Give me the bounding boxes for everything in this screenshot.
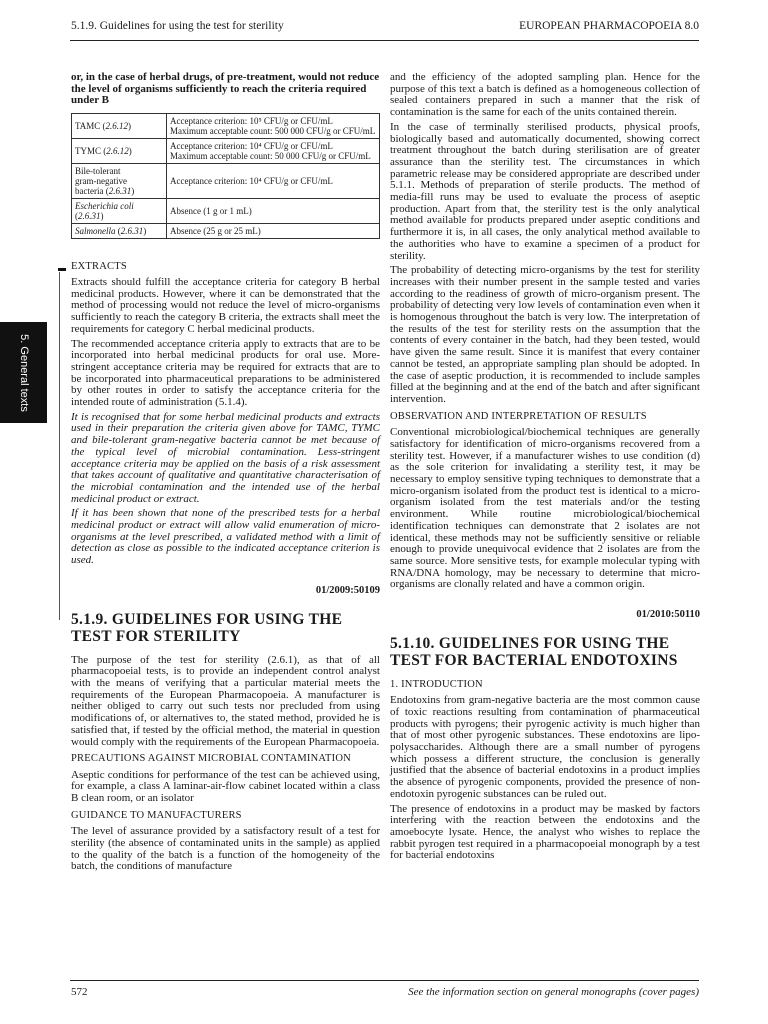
table-cell-criteria: Absence (1 g or 1 mL) — [167, 198, 380, 223]
page-number: 572 — [71, 986, 88, 998]
header-rule — [70, 40, 699, 41]
body-paragraph: Conventional microbiological/biochemical techniques are generally satisfactory for identification of micro-organisms recovered from a sterility test. However, if a manufacturer wishes to use condition (d) as the sole criterion for invalidating a sterility test, it may be necessary to employ sensitive typing techniques to demonstrate that a micro-organism isolated from the product test is identical to a micro-organism isolated from the test materials and/or the testing environment. While routine microbiological/biochemical identification techniques can demonstrate that 2 isolates are not identical, these methods may not be sufficiently sensitive or reliable enough to provide unequivocal evidence that 2 isolates are from the same source. More sensitive tests, for example molecular typing with RNA/DNA homology, may be necessary to determine that micro-organisms are clonally related and have a common origin. — [390, 426, 700, 591]
body-paragraph: The presence of endotoxins in a product may be masked by factors interfering with the reaction between the endotoxins and the amoebocyte lysate. Hence, the analyst who wishes to replace the rabbit pyrogen test required in a pharmacopoeial monograph by a test for bacterial endotoxins — [390, 802, 700, 862]
table-cell-criteria: Acceptance criterion: 10⁴ CFU/g or CFU/mL — [167, 163, 380, 198]
guidance-heading: GUIDANCE TO MANUFACTURERS — [71, 809, 242, 821]
table-row — [72, 223, 380, 238]
margin-marker — [58, 268, 66, 271]
table-cell-name: Bile-tolerant gram-negative bacteria (2.6.31) — [72, 163, 167, 198]
precautions-heading: PRECAUTIONS AGAINST MICROBIAL CONTAMINATION — [71, 753, 351, 765]
margin-change-line — [59, 272, 60, 620]
introduction-heading: 1. INTRODUCTION — [390, 678, 483, 690]
section-title: 5.1.9. GUIDELINES FOR USING THE TEST FOR STERILITY — [71, 610, 343, 645]
table-row — [72, 138, 380, 163]
body-paragraph: and the efficiency of the adopted sampling plan. Hence for the purpose of this text a batch is defined as a homogeneous collection of sealed containers prepared in such a manner that the risk of contamination is the same for each of the units contained therein. — [390, 71, 700, 119]
document-id: 01/2010:50110 — [636, 609, 700, 621]
body-paragraph: Endotoxins from gram-negative bacteria are the most common cause of toxic reactions resulting from contamination of pharmaceutical products with pyrogens; their pyrogenic activity is much higher than that of most other pyrogenic substances. These endotoxins are lipo-polysaccharides. Although there are a small number of pyrogens which possess a different structure, the conclusion is generally justified that the absence of bacterial endotoxins in a product implies the absence of pyrogenic components, provided the presence of non-endotoxin pyrogenic substances can be ruled out. — [390, 694, 700, 800]
extracts-paragraph: Extracts should fulfill the acceptance criteria for category B herbal medicinal products. However, where it can be demonstrated that the method of processing would not reduce the level of micro-organisms sufficiently to reach the category B criteria, the extracts shall meet the requirements for category C herbal medicinal products. — [71, 276, 380, 335]
section-title: 5.1.10. GUIDELINES FOR USING THE TEST FOR BACTERIAL ENDOTOXINS — [390, 634, 678, 669]
note-paragraph: If it has been shown that none of the prescribed tests for a herbal medicinal product or extract will allow valid enumeration of micro-organisms at the level prescribed, a validated method with a limit of detection as close as possible to the indicated acceptance criterion is used. — [71, 507, 380, 567]
left-column — [71, 72, 380, 876]
table-row — [72, 198, 380, 223]
table-row — [72, 163, 380, 198]
note-paragraph: It is recognised that for some herbal medicinal products and extracts used in their preparation the criteria given above for TAMC, TYMC and bile-tolerant gram-negative bacteria cannot be met because of the typical level of microbial contamination. Less-stringent acceptance criteria may be applied on the basis of a risk assessment that takes account of qualitative and quantitative characterisation of the microbial contamination and the intended use of the herbal medicinal product or extract. — [71, 410, 380, 505]
table-cell-name: Salmonella (2.6.31) — [72, 223, 167, 238]
observation-heading: OBSERVATION AND INTERPRETATION OF RESULTS — [390, 410, 647, 422]
footer-note: See the information section on general monographs (cover pages) — [408, 986, 699, 998]
table-row — [72, 113, 380, 138]
extracts-paragraph: The recommended acceptance criteria apply to extracts that are to be incorporated into herbal medicinal products for oral use. More-stringent acceptance criteria may be required for extracts that are to be incorporated into pharmaceutical preparations to be administered by other routes in order to satisfy the acceptance criteria for the intended route of administration (5.1.4). — [71, 337, 380, 409]
running-header-publication: EUROPEAN PHARMACOPOEIA 8.0 — [519, 20, 699, 32]
body-paragraph: In the case of terminally sterilised products, physical proofs, biologically based and automatically documented, showing correct treatment throughout the batch during sterilisation are of greater assurance than the sterility test. The circumstances in which parametric release may be considered appropriate are described under 5.1.1. Methods of preparation of sterile products. The method of media-fill runs may be used to evaluate the process of aseptic production. Apart from that, the sterility test is the only analytical method available for products prepared under aseptic conditions and furthermore it is, in all cases, the only analytical method available to the authorities who have to examine a specimen of a product for sterility. — [390, 120, 700, 262]
running-header-title: 5.1.9. Guidelines for using the test for sterility — [71, 20, 284, 32]
table-cell-criteria: Acceptance criterion: 10⁵ CFU/g or CFU/mL Maximum acceptable count: 500 000 CFU/g or CFU/mL — [167, 113, 380, 138]
extracts-heading: EXTRACTS — [71, 260, 127, 272]
table-cell-criteria: Acceptance criterion: 10⁴ CFU/g or CFU/mL Maximum acceptable count: 50 000 CFU/g or CFU/mL — [167, 138, 380, 163]
body-paragraph: The probability of detecting micro-organisms by the test for sterility increases with their number present in the sample tested and varies according to the readiness of growth of micro-organism present. The probability of detecting very low levels of contamination even when it is homogenous throughout the batch is very low. The interpretation of the results of the test for sterility rests on the assumption that the contents of every container in the batch, had they been tested, would have given the same result. Since it is manifest that every container cannot be tested, an appropriate sampling plan should be adopted. In the case of aseptic production, it is recommended to include samples filled at the beginning and at the end of the batch and after significant intervention. — [390, 264, 700, 405]
side-tab — [0, 322, 47, 423]
sterility-paragraph: The purpose of the test for sterility (2.6.1), as that of all pharmacopoeial tests, is to provide an independent control analyst with the means of verifying that a particular material meets the requirements of the European Pharmacopoeia. A manufacturer is neither obliged to carry out such tests nor precluded from using modifications of, or alternatives to, the stated method, provided he is satisfied that, if tested by the official method, the material in question would comply with the requirements of the European Pharmacopoeia. — [71, 653, 380, 748]
table-cell-name: Escherichia coli (2.6.31) — [72, 198, 167, 223]
criteria-table — [71, 113, 380, 239]
precautions-paragraph: Aseptic conditions for performance of the test can be achieved using, for example, a class A laminar-air-flow cabinet located within a class B clean room, or an isolator — [71, 768, 380, 805]
table-cell-criteria: Absence (25 g or 25 mL) — [167, 223, 380, 238]
footer-rule — [70, 980, 699, 981]
guidance-paragraph: The level of assurance provided by a satisfactory result of a test for sterility (the absence of contaminated units in the sample) as applied to the quality of the batch is a function of the homogeneity of the batch, the conditions of manufacture — [71, 825, 380, 873]
criteria-lead: or, in the case of herbal drugs, of pre-treatment, would not reduce the level of organisms sufficiently to reach the criteria required under B — [71, 71, 380, 106]
document-id: 01/2009:50109 — [315, 584, 380, 596]
side-tab-label: 5. General texts — [17, 333, 30, 412]
right-column — [390, 72, 700, 865]
table-cell-name: TAMC (2.6.12) — [72, 113, 167, 138]
table-cell-name: TYMC (2.6.12) — [72, 138, 167, 163]
